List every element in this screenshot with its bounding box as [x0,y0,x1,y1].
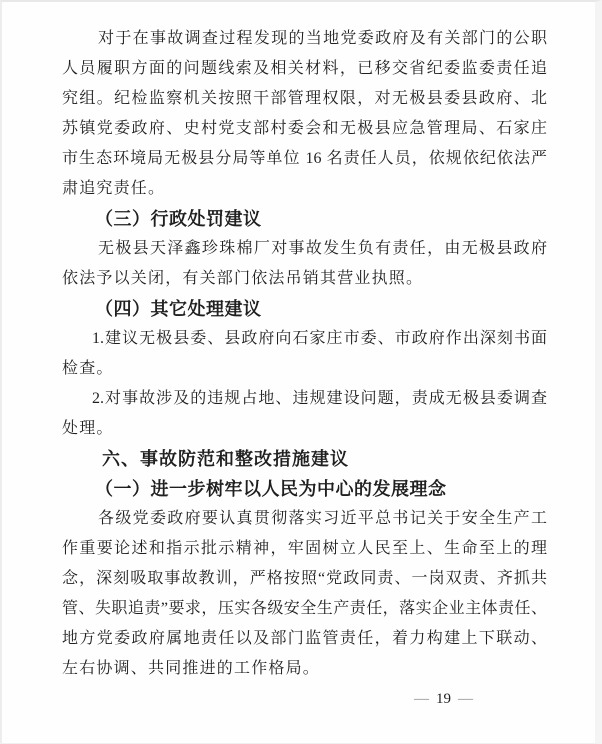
numbered-item-line: 1.建议无极县委、县政府向石家庄市委、市政府作出深刻书面 [92,330,547,347]
paragraph-line: 究组。纪检监察机关按照干部管理权限，对无极县委县政府、北 [62,90,547,107]
page-number-value: 19 [436,691,451,707]
paragraph-line: 管、失职追责”要求，压实各级安全生产责任，落实企业主体责任、 [62,600,547,617]
paragraph-line: 肃追究责任。 [62,180,166,197]
paragraph-line: 作重要论述和指示批示精神，牢固树立人民至上、生命至上的理 [62,540,547,557]
page-number-left-dash: — [414,691,429,707]
paragraph-line: 各级党委政府要认真贯彻落实习近平总书记关于安全生产工 [98,510,547,527]
document-body [2,2,595,708]
numbered-item-line: 处理。 [62,420,114,437]
paragraph-line: 无极县天泽鑫珍珠棉厂对事故发生负有责任，由无极县政府 [98,240,547,257]
page-number-right-dash: — [458,691,473,707]
numbered-item-line: 检查。 [62,360,114,377]
section-heading-other-handling: （四）其它处理建议 [95,299,262,319]
paragraph-line: 苏镇党委政府、史村党支部村委会和无极县应急管理局、石家庄 [62,120,547,137]
paragraph-line: 对于在事故调查过程发现的当地党委政府及有关部门的公职 [98,30,547,47]
paragraph-line: 左右协调、共同推进的工作格局。 [62,660,321,677]
section-heading-administrative-penalty: （三）行政处罚建议 [95,209,262,229]
paragraph-line: 念，深刻吸取事故教训，严格按照“党政同责、一岗双责、齐抓共 [62,570,547,587]
page-number [62,690,547,708]
paragraph-line: 依法予以关闭，有关部门依法吊销其营业执照。 [62,270,424,287]
section-heading-people-centered: （一）进一步树牢以人民为中心的发展理念 [95,479,447,499]
paragraph-line: 市生态环境局无极县分局等单位 16 名责任人员，依规依纪依法严 [62,150,547,167]
chapter-heading-prevention-measures: 六、事故防范和整改措施建议 [102,449,349,469]
paragraph-line: 人员履职方面的问题线索及相关材料，已移交省纪委监委责任追 [62,60,547,77]
numbered-item-line: 2.对事故涉及的违规占地、违规建设问题，责成无极县委调查 [92,390,547,407]
paragraph-line: 地方党委政府属地责任以及部门监管责任，着力构建上下联动、 [62,630,547,647]
